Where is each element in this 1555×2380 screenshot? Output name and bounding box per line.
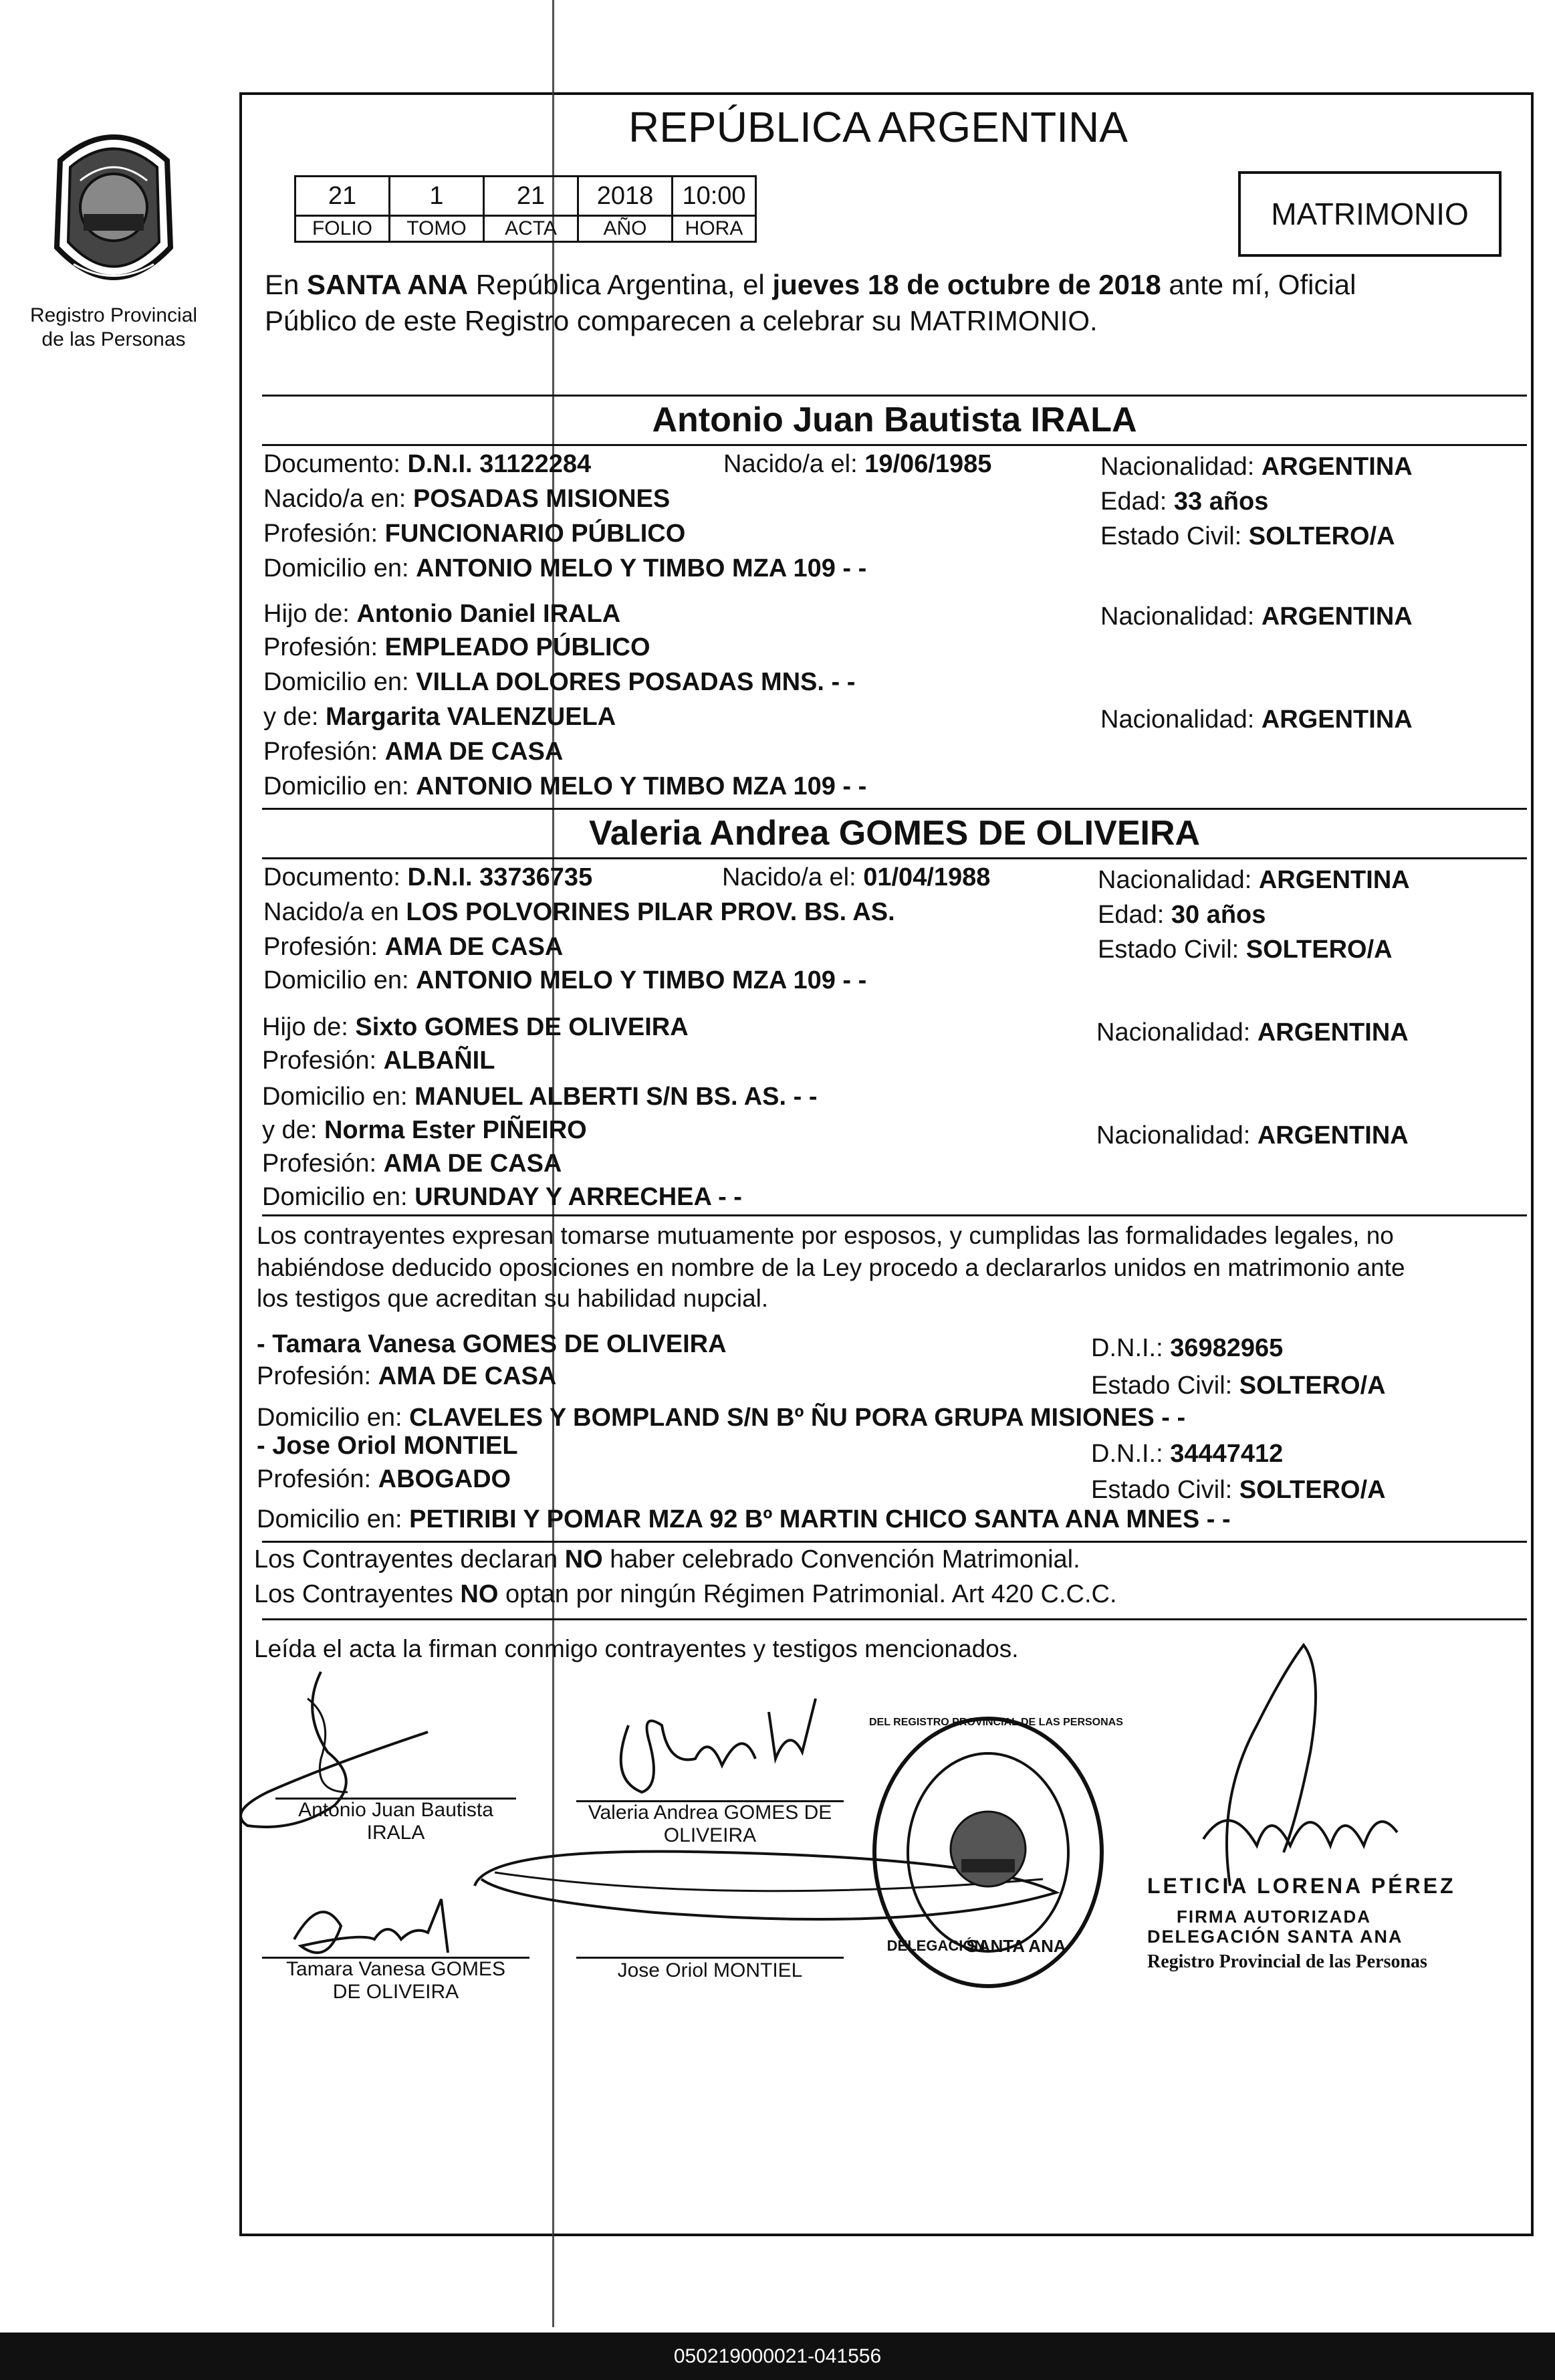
signature-name-4: Jose Oriol MONTIEL [617,1959,803,1981]
spouse1-father: Hijo de: Antonio Daniel IRALA [263,600,621,628]
hora-value: 10:00 [673,177,756,216]
intro-date: jueves 18 de octubre de 2018 [772,269,1161,300]
divider [262,1618,1527,1620]
spouse2-father-profession: Profesión: ALBAÑIL [262,1047,495,1075]
registry-logo [33,120,194,301]
intro-line-2: Público de este Registro comparecen a celebrar su MATRIMONIO. [265,305,1098,336]
spouse2-nationality: Nacionalidad: ARGENTINA [1098,866,1410,894]
act-type-box: MATRIMONIO [1238,171,1502,257]
footer-code: 050219000021-041556 [673,2345,882,2367]
spouse1-name: Antonio Juan Bautista IRALA [652,401,1137,439]
spouse2-born-in: Nacido/a en LOS POLVORINES PILAR PROV. BS. AS. [263,898,895,926]
spouse2-name: Valeria Andrea GOMES DE OLIVEIRA [588,814,1201,853]
spouse1-father-profession: Profesión: EMPLEADO PÚBLICO [263,633,650,661]
spouse1-mother: y de: Margarita VALENZUELA [263,703,616,731]
spouse2-born-on: Nacido/a el: 01/04/1988 [722,863,991,891]
anio-value: 2018 [578,177,673,216]
spouse1-age: Edad: 33 años [1100,488,1269,516]
witness2-profession: Profesión: ABOGADO [257,1465,511,1493]
document-title: REPÚBLICA ARGENTINA [628,103,1128,151]
spouse1-profession: Profesión: FUNCIONARIO PÚBLICO [263,520,686,548]
anio-label: AÑO [578,216,673,242]
divider [262,444,1527,446]
spouse2-mother-profession: Profesión: AMA DE CASA [262,1150,562,1178]
spouse1-father-address: Domicilio en: VILLA DOLORES POSADAS MNS. - - [263,668,856,696]
signature-line [576,1957,844,1959]
spouse1-mother-nationality: Nacionalidad: ARGENTINA [1100,706,1413,734]
hora-label: HORA [673,216,756,242]
witness2-dni: D.N.I.: 34447412 [1091,1440,1284,1468]
spouse2-mother-address: Domicilio en: URUNDAY Y ARRECHEA - - [262,1183,742,1211]
divider [262,1541,1527,1543]
closing-text: Leída el acta la firman conmigo contrayentes y testigos mencionados. [254,1635,1019,1662]
signature-name-3: Tamara Vanesa GOMES DE OLIVEIRA [286,1958,505,2003]
spouse1-nationality: Nacionalidad: ARGENTINA [1100,453,1413,481]
declaration-line-1: Los contrayentes expresan tomarse mutuamente por esposos, y cumplidas las formalidades legales, no [257,1222,1394,1249]
intro-text-3: ante mí, Oficial [1161,269,1356,300]
official-registry: Registro Provincial de las Personas [1147,1951,1427,1972]
spouse1-father-nationality: Nacionalidad: ARGENTINA [1100,603,1413,631]
spouse1-mother-profession: Profesión: AMA DE CASA [263,738,564,766]
intro-text-1: En [265,269,308,300]
spouse2-mother-nationality: Nacionalidad: ARGENTINA [1096,1121,1409,1150]
folio-label: FOLIO [295,216,390,242]
declaration-line-3: los testigos que acreditan su habilidad nupcial. [257,1285,769,1312]
spouse2-civil-status: Estado Civil: SOLTERO/A [1098,936,1393,964]
witness1-dni: D.N.I.: 36982965 [1091,1334,1284,1362]
official-signature-scribble [1177,1632,1431,1892]
spouse2-mother: y de: Norma Ester PIÑEIRO [262,1116,587,1144]
spouse2-father-nationality: Nacionalidad: ARGENTINA [1096,1018,1409,1047]
spouse2-address: Domicilio en: ANTONIO MELO Y TIMBO MZA 109 - - [263,966,867,994]
witness2-address: Domicilio en: PETIRIBI Y POMAR MZA 92 Bº MARTIN CHICO SANTA ANA MNES - - [257,1505,1231,1533]
spouse2-father-address: Domicilio en: MANUEL ALBERTI S/N BS. AS. - - [262,1083,818,1111]
spouse1-mother-address: Domicilio en: ANTONIO MELO Y TIMBO MZA 109 - - [263,772,867,800]
intro-line-1 [265,269,1356,301]
witness1-profession: Profesión: AMA DE CASA [257,1362,557,1390]
official-office: DELEGACIÓN SANTA ANA [1147,1927,1403,1947]
intro-place: SANTA ANA [307,269,469,300]
witness1-address: Domicilio en: CLAVELES Y BOMPLAND S/N Bº ÑU PORA GRUPA MISIONES - - [257,1404,1186,1432]
convention-line-2: Los Contrayentes NO optan por ningún Régimen Patrimonial. Art 420 C.C.C. [254,1580,1117,1608]
tomo-label: TOMO [390,216,484,242]
spouse1-born-in: Nacido/a en: POSADAS MISIONES [263,485,671,513]
signature-name-1: Antonio Juan Bautista IRALA [298,1799,493,1844]
logo-caption-2: de las Personas [41,328,186,350]
intro-text-2: República Argentina, el [468,269,773,300]
spouse2-doc: Documento: D.N.I. 33736735 [263,863,593,891]
signature-name-2: Valeria Andrea GOMES DE OLIVEIRA [588,1802,832,1846]
stamp-ring-text: DEL REGISTRO PROVINCIAL DE LAS PERSONAS [869,1717,1123,1728]
footer-barcode-strip [0,2333,1555,2380]
spouse2-age: Edad: 30 años [1098,901,1266,929]
spouse1-address: Domicilio en: ANTONIO MELO Y TIMBO MZA 109 - - [263,554,867,582]
logo-caption-1: Registro Provincial [29,304,198,326]
spouse1-civil-status: Estado Civil: SOLTERO/A [1100,522,1395,550]
province-seal-icon [33,120,194,301]
acta-label: ACTA [484,216,578,242]
witness2-civil-status: Estado Civil: SOLTERO/A [1091,1476,1386,1504]
registry-numbers-table [294,175,757,243]
official-name: LETICIA LORENA PÉREZ [1147,1874,1456,1898]
divider [262,1214,1527,1216]
witness2-name: - Jose Oriol MONTIEL [257,1432,518,1460]
official-role: FIRMA AUTORIZADA [1177,1907,1372,1927]
spouse1-born-on: Nacido/a el: 19/06/1985 [723,450,992,478]
spouse1-doc: Documento: D.N.I. 31122284 [263,450,592,478]
witness1-civil-status: Estado Civil: SOLTERO/A [1091,1372,1386,1400]
spouse2-father: Hijo de: Sixto GOMES DE OLIVEIRA [262,1013,689,1041]
tomo-value: 1 [390,177,484,216]
divider [262,808,1527,810]
spouse2-profession: Profesión: AMA DE CASA [263,933,564,961]
acta-value: 21 [484,177,578,216]
declaration-line-2: habiéndose deducido oposiciones en nombre de la Ley procedo a declararlos unidos en matrimonio ante [257,1254,1405,1281]
stamp-center-text: SANTA ANA [966,1936,1066,1956]
divider [262,857,1527,859]
stamp-ring-left: DELEGACIÓN [886,1937,985,1954]
folio-value: 21 [295,177,390,216]
convention-line-1: Los Contrayentes declaran NO haber celebrado Convención Matrimonial. [254,1545,1080,1574]
witness1-name: - Tamara Vanesa GOMES DE OLIVEIRA [257,1330,727,1358]
divider [262,395,1527,397]
